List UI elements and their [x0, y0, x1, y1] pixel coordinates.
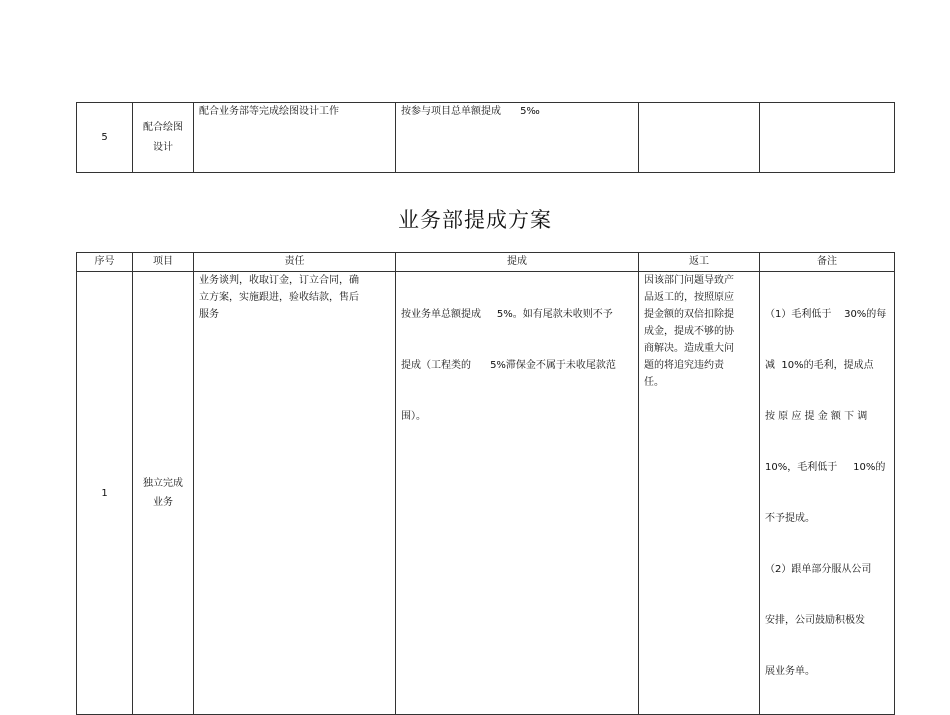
duty-cell — [194, 272, 396, 715]
rework-line: 商解决。造成重大问 — [644, 343, 734, 354]
duty-line: 服务 — [199, 309, 219, 320]
table-row — [77, 272, 895, 715]
rework-line: 品返工的，按照原应 — [644, 292, 734, 303]
item-line: 独立完成 — [143, 478, 183, 489]
rework-cell — [639, 272, 760, 715]
header-commission: 提成 — [396, 253, 639, 272]
remark-line: 10%，毛利低于 10%的 — [765, 462, 886, 473]
commission-table — [76, 252, 895, 715]
top-table — [76, 102, 895, 173]
item-cell — [133, 272, 194, 715]
seq-cell: 1 — [77, 272, 133, 715]
document-title: 业务部提成方案 — [398, 208, 552, 232]
rework-line: 成金，提成不够的协 — [644, 326, 734, 337]
remark-cell — [760, 272, 895, 715]
remark-line: 不予提成。 — [765, 513, 815, 524]
header-item: 项目 — [133, 253, 194, 272]
rework-line: 因该部门问题导致产 — [644, 275, 734, 286]
duty-line: 业务谈判，收取订金，订立合同，确 — [199, 275, 359, 286]
remark-cell — [760, 103, 895, 173]
table-row — [77, 103, 895, 173]
item-line: 设计 — [153, 141, 173, 153]
item-line: 配合绘图 — [143, 121, 183, 133]
remark-line: 展业务单。 — [765, 666, 815, 677]
rework-line: 提金额的双倍扣除提 — [644, 309, 734, 320]
commission-cell — [396, 272, 639, 715]
item-cell — [133, 103, 194, 173]
commission-cell: 按参与项目总单额提成 5‰ — [396, 103, 639, 173]
seq-cell: 5 — [77, 103, 133, 173]
commission-line: 围）。 — [401, 411, 426, 422]
rework-cell — [639, 103, 760, 173]
header-remark: 备注 — [760, 253, 895, 272]
commission-line: 按业务单总额提成 5%。如有尾款未收则不予 — [401, 309, 613, 320]
duty-cell: 配合业务部等完成绘图设计工作 — [194, 103, 396, 173]
remark-line: 按 原 应 提 金 额 下 调 — [765, 411, 868, 422]
header-rework: 返工 — [639, 253, 760, 272]
remark-line: 安排，公司鼓励积极发 — [765, 615, 865, 626]
commission-line: 提成（工程类的 5%滞保金不属于未收尾款范 — [401, 360, 616, 371]
remark-line: （1）毛利低于 30%的每 — [765, 309, 887, 320]
duty-line: 立方案，实施跟进，验收结款，售后 — [199, 292, 359, 303]
header-duty: 责任 — [194, 253, 396, 272]
header-seq: 序号 — [77, 253, 133, 272]
remark-line: 减 10%的毛利，提成点 — [765, 360, 874, 371]
table-header-row — [77, 253, 895, 272]
rework-line: 任。 — [644, 377, 664, 388]
rework-line: 题的将追究违约责 — [644, 360, 724, 371]
remark-line: （2）跟单部分服从公司 — [765, 564, 872, 575]
item-line: 业务 — [153, 497, 173, 508]
